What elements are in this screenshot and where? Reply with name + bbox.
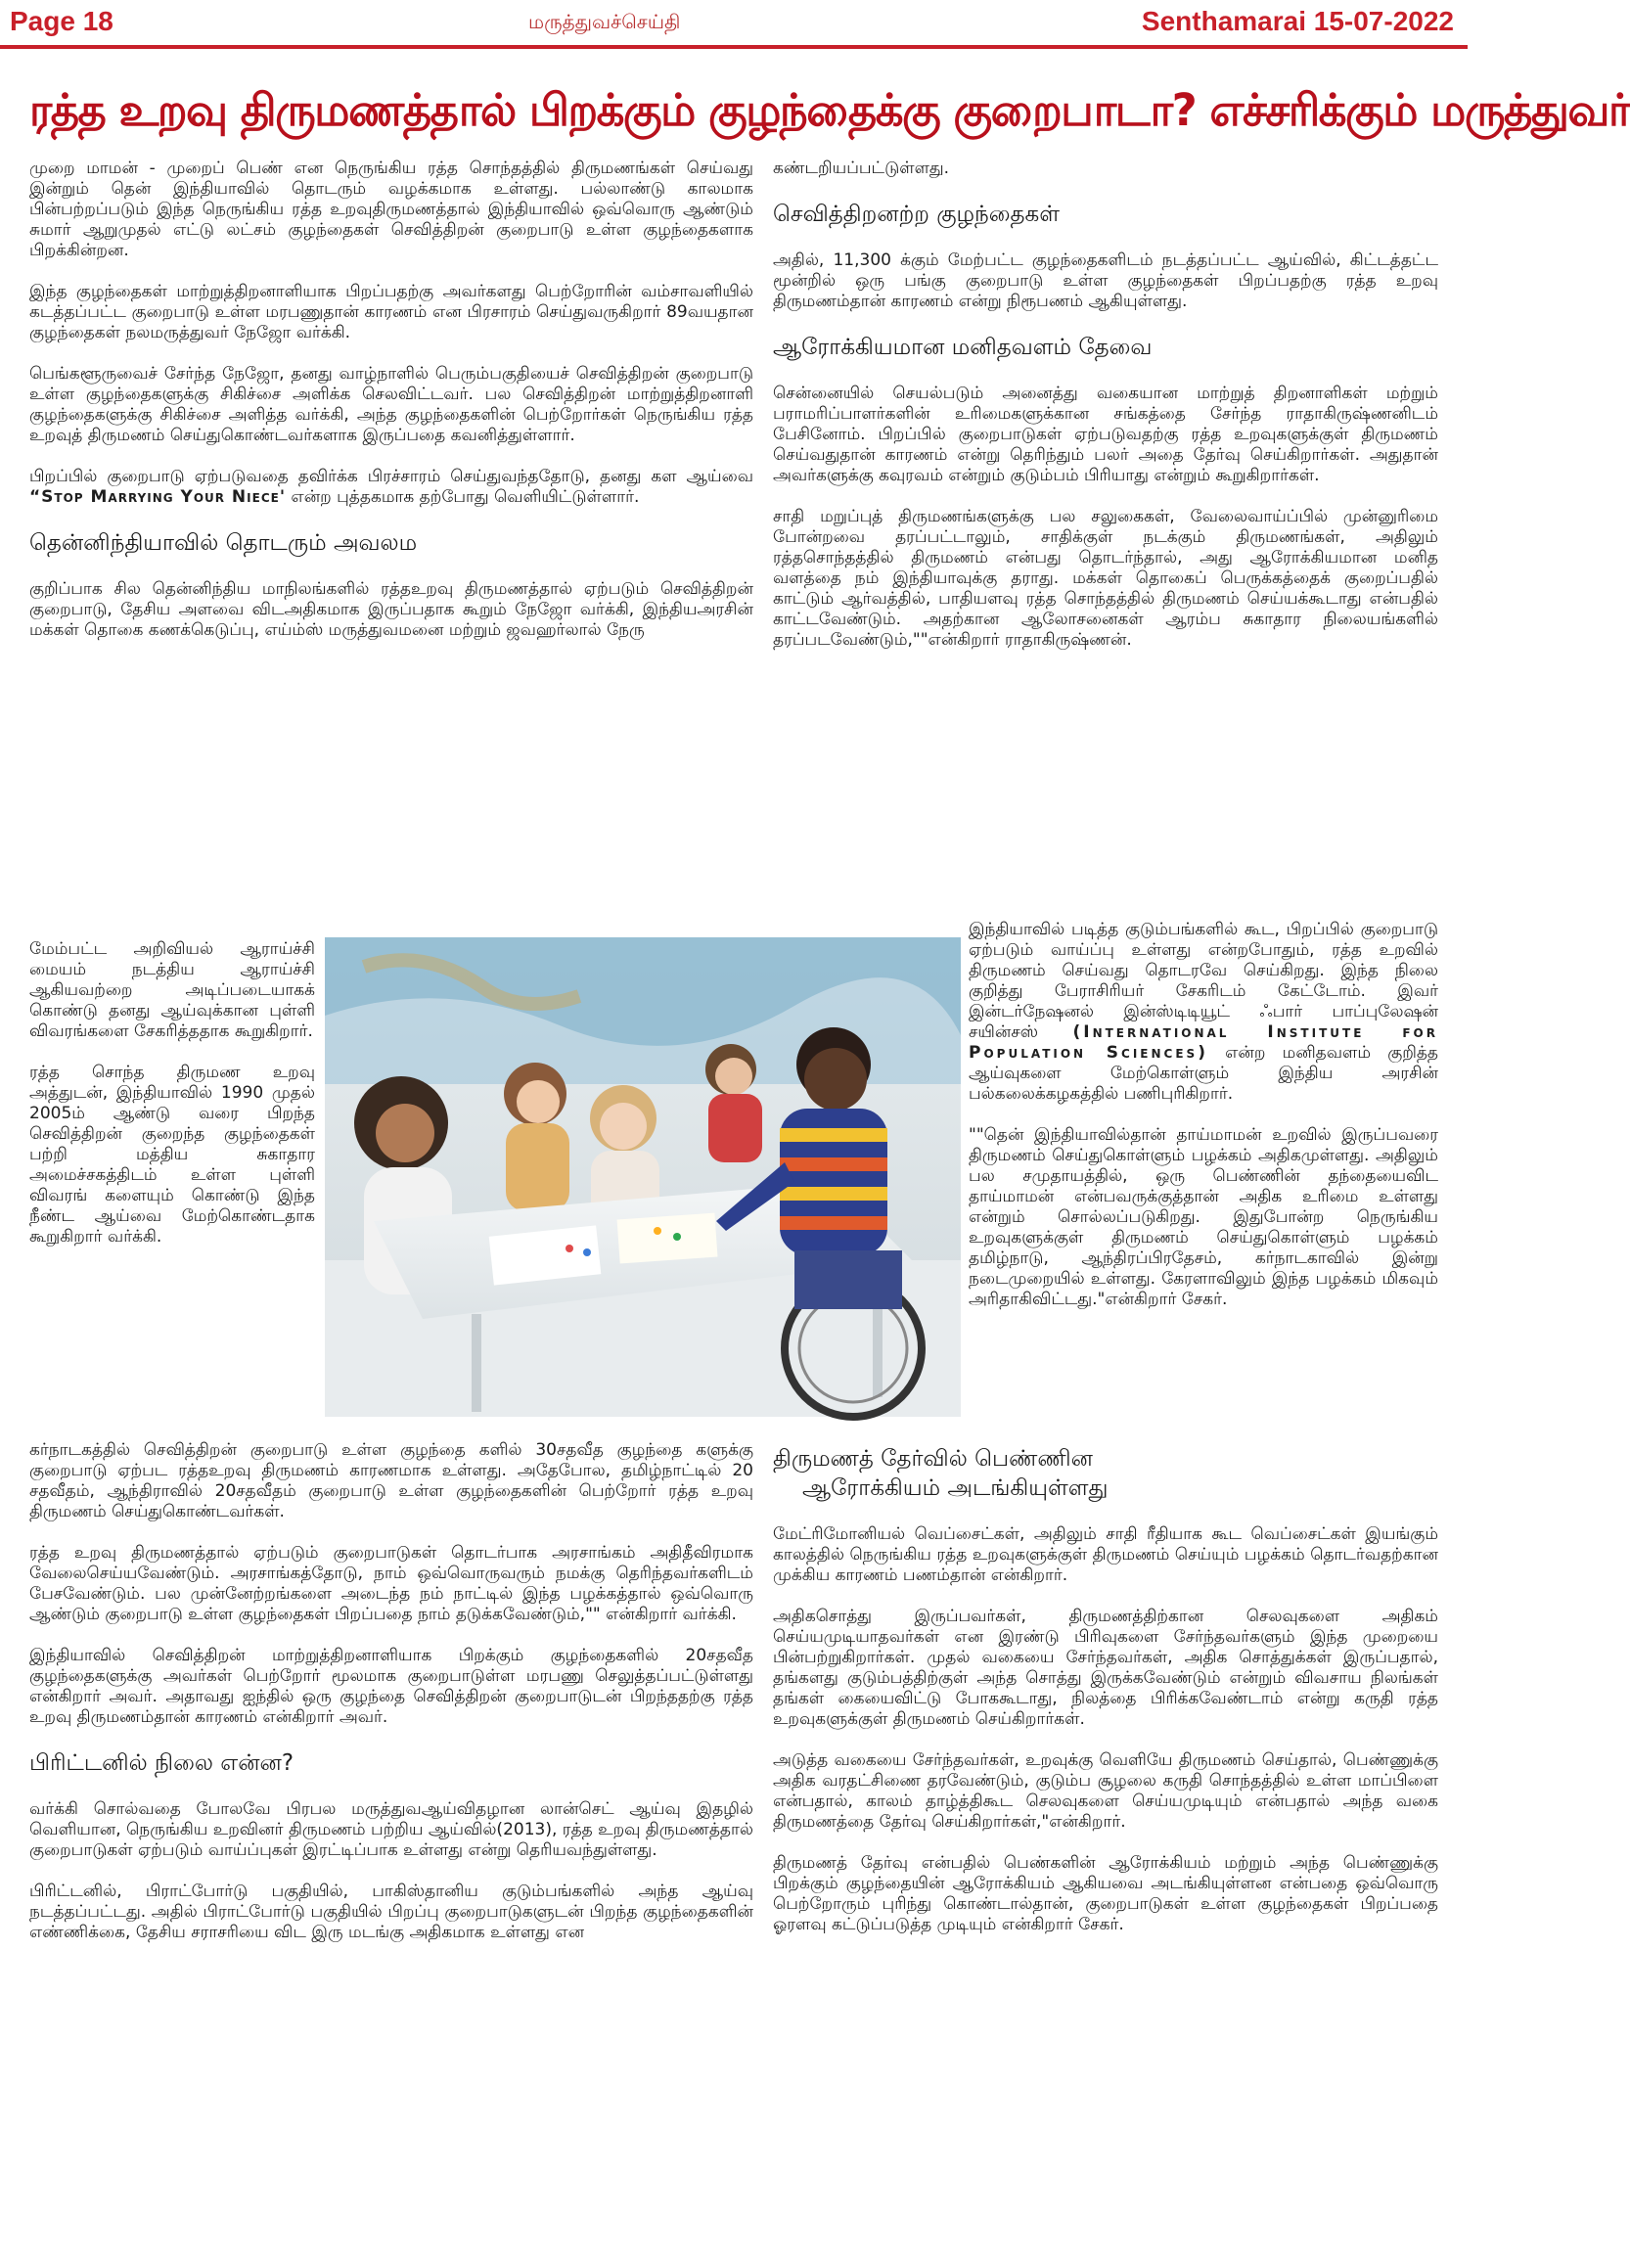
paragraph: மேம்பட்ட அறிவியல் ஆராய்ச்சி மையம் நடத்திய ஆராய்ச்சி ஆகியவற்றை அடிப்படையாகக் கொண்டு தனது ஆய்வுக்கான புள்ளி விவரங்களை சேகரித்ததாக கூறுகிறார். xyxy=(29,939,315,1041)
paragraph: குறிப்பாக சில தென்னிந்திய மாநிலங்களில் ரத்தஉறவு திருமணத்தால் ஏற்படும் செவித்திறன் குறைபாடு, தேசிய அளவை விடஅதிகமாக இருப்பதாக கூறும் நேஜோ வர்க்கி, இந்தியஅரசின் மக்கள் தொகை கணக்கெடுப்பு, எய்ம்ஸ் மருத்துவமனை மற்றும் ஜவஹர்லால் நேரு xyxy=(29,579,753,640)
paragraph: அடுத்த வகையை சேர்ந்தவர்கள், உறவுக்கு வெளியே திருமணம் செய்தால், பெண்ணுக்கு அதிக வரதட்சிணை தரவேண்டும், குடும்ப சூழலை கருதி சொந்தத்தில் உள்ள மாப்பிளை என்பதால், காலம் தாழ்த்திகூட செலவுகளை செய்யமுடியும் என்பதால் அந்த வகை திருமணத்தை தேர்வு செய்கிறார்கள்,"என்கிறார். xyxy=(773,1750,1438,1832)
paragraph: ""தென் இந்தியாவில்தான் தாய்மாமன் உறவில் இருப்பவரை திருமணம் செய்துகொள்ளும் பழக்கம் அதிகமுள்ளது. அதிலும் பல சமுதாயத்தில், ஒரு பெண்ணின் தந்தையைவிட தாய்மாமன் என்பவருக்குத்தான் அதிக உரிமை உள்ளது என்றும் சொல்லப்படுகிறது. இதுபோன்ற நெருங்கிய உறவுகளுக்குள் திருமணம் செய்துகொள்ளும் பழக்கம் தமிழ்நாடு, ஆந்திரப்பிரதேசம், கர்நாடகாவில் இன்று நடைமுறையில் உள்ளது. கேரளாவிலும் இந்த பழக்கம் மிகவும் அரிதாகிவிட்டது."என்கிறார் சேகர். xyxy=(969,1125,1438,1309)
paragraph: சென்னையில் செயல்படும் அனைத்து வகையான மாற்றுத் திறனாளிகள் மற்றும் பராமரிப்பாளர்களின் உரிமைகளுக்கான சங்கத்தை சேர்ந்த ராதாகிருஷ்ணனிடம் பேசினோம். பிறப்பில் குறைபாடுகள் ஏற்படுவதற்கு ரத்த உறவுகளுக்குள் திருமணம் செய்வதுதான் காரணம் என்று தெரிந்தும் பலர் அதை தேர்வு செய்கிறார்கள். அதுதான் அவர்களுக்கு கவுரவம் என்றும் குடும்பம் பிரியாது என்றும் கூறுகிறார்கள். xyxy=(773,384,1438,485)
left-float-column xyxy=(29,939,315,1268)
paragraph: பிரிட்டனில், பிராட்போர்டு பகுதியில், பாகிஸ்தானிய குடும்பங்களில் அந்த ஆய்வு நடத்தப்பட்டது. அதில் பிராட்போர்டு பகுதியில் பிறப்பு குறைபாடுகளுடன் பிறந்த குழந்தைகளின் எண்ணிக்கை, தேசிய சராசரியை விட இரு மடங்கு அதிகமாக உள்ளது என xyxy=(29,1882,753,1942)
article-photo-children-classroom xyxy=(325,937,961,1417)
left-column-lower xyxy=(29,1440,753,1964)
paragraph xyxy=(969,920,1438,1105)
paragraph-text: என்ற புத்தகமாக தற்போது வெளியிட்டுள்ளார். xyxy=(286,487,640,507)
section-heading-south-india: தென்னிந்தியாவில் தொடரும் அவலம xyxy=(29,530,418,556)
paragraph-text: இந்தியாவில் படித்த குடும்பங்களில் கூட, பிறப்பில் குறைபாடு ஏற்படும் வாய்ப்பு உள்ளது என்றபோதும், ரத்த உறவில் திருமணம் செய்வது தொடரவே செய்கிறது. இந்த நிலை குறித்து பேராசிரியர் சேகரிடம் கேட்டோம். இவர் இன்டர்நேஷனல் இன்ஸ்டிடியூட் ஃபார் பாப்புலேஷன் சயின்சஸ் xyxy=(969,920,1438,1042)
paragraph: கண்டறியப்பட்டுள்ளது. xyxy=(773,159,950,178)
heading-line: திருமணத் தேர்வில் பெண்ணின xyxy=(773,1446,1093,1472)
paragraph: மேட்ரிமோனியல் வெப்சைட்கள், அதிலும் சாதி ரீதியாக கூட வெப்சைட்கள் இயங்கும் காலத்தில் நெருங்கிய ரத்த உறவுகளுக்குள் திருமணம் செய்யும் பழக்கம் தொடர்வதற்கான முக்கிய காரணம் பணம்தான் என்கிறார். xyxy=(773,1524,1438,1585)
page-number: Page 18 xyxy=(10,6,113,36)
paragraph-text: பிறப்பில் குறைபாடு ஏற்படுவதை தவிர்க்க பிரச்சாரம் செய்துவந்ததோடு, தனது கள ஆய்வை xyxy=(29,467,753,486)
paragraph: சாதி மறுப்புத் திருமணங்களுக்கு பல சலுகைகள், வேலைவாய்ப்பில் முன்னுரிமை போன்றவை தரப்பட்டாலும், சாதிக்குள் நடக்கும் திருமணங்கள், அதிலும் ரத்தசொந்தத்தில் திருமணம் என்பது தொடர்ந்தால், அது ஆரோக்கியமான மனித வளத்தை நம் இந்தியாவுக்கு தராது. மக்கள் தொகைப் பெருக்கத்தைக் குறைப்பதில் காட்டும் ஆர்வத்தில், பாதியளவு ரத்த சொந்தத்தில் திருமணம் செய்யக்கூடாது என்பதில் காட்டவேண்டும். அதற்கான ஆலோசனைகள் ஆரம்ப சுகாதார நிலையங்களில் தரப்படவேண்டும்,""என்கிறார் ராதாகிருஷ்ணன். xyxy=(773,507,1438,650)
section-heading-women-health xyxy=(773,1444,1438,1503)
paragraph-text: என்ற மனிதவளம் குறித்த ஆய்வுகளை மேற்கொள்ளும் இந்திய அரசின் பல்கலைக்கழகத்தில் பணிபுரிகிறார். xyxy=(969,1043,1438,1104)
paragraph: திருமணத் தேர்வு என்பதில் பெண்களின் ஆரோக்கியம் மற்றும் அந்த பெண்ணுக்கு பிறக்கும் குழந்தையின் ஆரோக்கியம் ஆகியவை அடங்கியுள்ளன என்பதை ஒவ்வொரு பெற்றோரும் புரிந்து கொண்டால்தான், குறைபாடுகள் உள்ள குழந்தைகள் பிறப்பதை ஓரளவு கட்டுப்படுத்த முடியும் என்கிறார் சேகர். xyxy=(773,1853,1438,1934)
page-header xyxy=(0,0,1468,49)
right-column xyxy=(773,159,1438,671)
paragraph xyxy=(29,467,753,508)
paragraph: வர்க்கி சொல்வதை போலவே பிரபல மருத்துவஆய்விதழான லான்செட் ஆய்வு இதழில் வெளியான, நெருங்கிய உறவினர் திருமணம் பற்றிய ஆய்வில்(2013), ரத்த உறவு திருமணத்தால் குறைபாடுகள் ஏற்படும் வாய்ப்புகள் இரட்டிப்பாக உள்ளது என்று தெரியவந்துள்ளது. xyxy=(29,1799,753,1860)
paragraph: கர்நாடகத்தில் செவித்திறன் குறைபாடு உள்ள குழந்தை களில் 30சதவீத குழந்தை களுக்கு குறைபாடு ஏற்பட ரத்தஉறவு திருமணம் காரணமாக உள்ளது. அதேபோல, தமிழ்நாட்டில் 20 சதவீதம், ஆந்திராவில் 20சதவீதம் குறைபாடு உள்ள குழந்தைகளின் பெற்றோர் ரத்த உறவு திருமணம் செய்துகொண்டவர்கள். xyxy=(29,1440,753,1521)
right-column-lower xyxy=(773,1436,1438,1956)
heading-line: ஆரோக்கியம் அடங்கியுள்ளது xyxy=(802,1475,1109,1501)
paragraph: பெங்களூருவைச் சேர்ந்த நேஜோ, தனது வாழ்நாளில் பெரும்பகுதியைச் செவித்திறன் குறைபாடு உள்ள குழந்தைகளுக்கு சிகிச்சை அளிக்க செலவிட்டவர். பல செவித்திறன் மாற்றுத்திறனாளி குழந்தைகளுக்கு சிகிச்சை அளித்த வர்க்கி, அந்த குழந்தைகளின் பெற்றோர்கள் நெருங்கிய ரத்த உறவுத் திருமணம் செய்துகொண்டவர்களாக இருப்பதை கவனித்துள்ளார். xyxy=(29,364,753,445)
section-masthead: மருத்துவச்செய்தி xyxy=(528,10,681,33)
publication-date: Senthamarai 15-07-2022 xyxy=(1141,6,1454,36)
classroom-illustration xyxy=(325,937,961,1417)
header-rule xyxy=(0,45,1468,49)
book-title: “Stop Marrying Your Niece' xyxy=(29,487,287,507)
paragraph: முறை மாமன் - முறைப் பெண் என நெருங்கிய ரத்த சொந்தத்தில் திருமணங்கள் செய்வது இன்றும் தென் இந்தியாவில் தொடரும் வழக்கமாக உள்ளது. பல்லாண்டு காலமாக பின்பற்றப்படும் இந்த நெருங்கிய ரத்த உறவுதிருமணத்தால் இந்தியாவில் ஒவ்வொரு ஆண்டும் சுமார் ஆறுமுதல் எட்டு லட்சம் குழந்தைகள் செவித்திறன் குறைபாடு உள்ள குழந்தைகளாக பிறக்கின்றன. xyxy=(29,159,753,260)
paragraph: அதிகசொத்து இருப்பவர்கள், திருமணத்திற்கான செலவுகளை அதிகம் செய்யமுடியாதவர்கள் என இரண்டு பிரிவுகளை சேர்ந்தவர்களும் இந்த முறையை பின்பற்றுகிறார்கள். முதல் வகையை சேர்ந்தவர்கள், அதிக சொத்துக்கள் இருப்பதால், தங்களது குடும்பத்திற்குள் அந்த சொத்து இருக்கவேண்டும் என்றும் விவசாய நிலங்கள் தங்கள் கையைவிட்டு போககூடாது, நிலத்தை பிரிக்கவேண்டாம் என்று கருதி ரத்த உறவுகளுக்குள் திருமணம் செய்கிறார்கள். xyxy=(773,1607,1438,1729)
paragraph: ரத்த சொந்த திருமண உறவு அத்துடன், இந்தியாவில் 1990 முதல் 2005ம் ஆண்டு வரை பிறந்த செவித்திறன் குறைந்த குழந்தைகள் பற்றி மத்திய சுகாதார அமைச்சகத்திடம் உள்ள புள்ளி விவரங் களையும் கொண்டு இந்த நீண்ட ஆய்வை மேற்கொண்டதாக கூறுகிறார் வர்க்கி. xyxy=(29,1063,315,1247)
section-heading-deaf-children: செவித்திறனற்ற குழந்தைகள் xyxy=(773,202,1060,227)
institute-name: (International Institute for Population Sciences) xyxy=(969,1022,1438,1063)
paragraph: இந்த குழந்தைகள் மாற்றுத்திறனாளியாக பிறப்பதற்கு அவர்களது பெற்றோரின் வம்சாவளியில் கடத்தப்பட்ட குறைபாடு உள்ள மரபணுதான் காரணம் என பிரசாரம் செய்துவருகிறார் 89வயதான குழந்தைகள் நலமருத்துவர் நேஜோ வர்க்கி. xyxy=(29,282,753,342)
section-heading-healthy-workforce: ஆரோக்கியமான மனிதவளம் தேவை xyxy=(773,335,1153,360)
right-float-column xyxy=(969,920,1438,1331)
paragraph: இந்தியாவில் செவித்திறன் மாற்றுத்திறனாளியாக பிறக்கும் குழந்தைகளில் 20சதவீத குழந்தைகளுக்கு அவர்கள் பெற்றோர் மூலமாக குறைபாடுள்ள மரபணு செலுத்தப்பட்டுள்ளது என்கிறார் அவர். அதாவது ஐந்தில் ஒரு குழந்தை செவித்திறன் குறைபாடுடன் பிறந்ததற்கு ரத்த உறவு திருமணம்தான் காரணம் என்கிறார் அவர். xyxy=(29,1646,753,1727)
paragraph: அதில், 11,300 க்கும் மேற்பட்ட குழந்தைகளிடம் நடத்தப்பட்ட ஆய்வில், கிட்டத்தட்ட மூன்றில் ஒரு பங்கு குறைபாடு உள்ள குழந்தைகள் பிறப்பதற்கு ரத்த உறவு திருமணம்தான் காரணம் என்று நிரூபணம் ஆகியுள்ளது. xyxy=(773,250,1438,311)
paragraph: ரத்த உறவு திருமணத்தால் ஏற்படும் குறைபாடுகள் தொடர்பாக அரசாங்கம் அதிதீவிரமாக வேலைசெய்யவேண்டும். அரசாங்கத்தோடு, நாம் ஒவ்வொருவரும் நமக்கு தெரிந்தவர்களிடம் பேசவேண்டும். பல முன்னேற்றங்களை அடைந்த நம் நாட்டில் இந்த பழக்கத்தால் ஒவ்வொரு ஆண்டும் குறைபாடு உள்ள குழந்தைகள் பிறப்பதை நாம் தடுக்கவேண்டும்,"" என்கிறார் வர்க்கி. xyxy=(29,1543,753,1624)
section-heading-britain: பிரிட்டனில் நிலை என்ன? xyxy=(29,1750,294,1776)
left-column xyxy=(29,159,753,641)
article-headline: ரத்த உறவு திருமணத்தால் பிறக்கும் குழந்தைக்கு குறைபாடா? எச்சரிக்கும் மருத்துவர் xyxy=(29,84,1630,136)
